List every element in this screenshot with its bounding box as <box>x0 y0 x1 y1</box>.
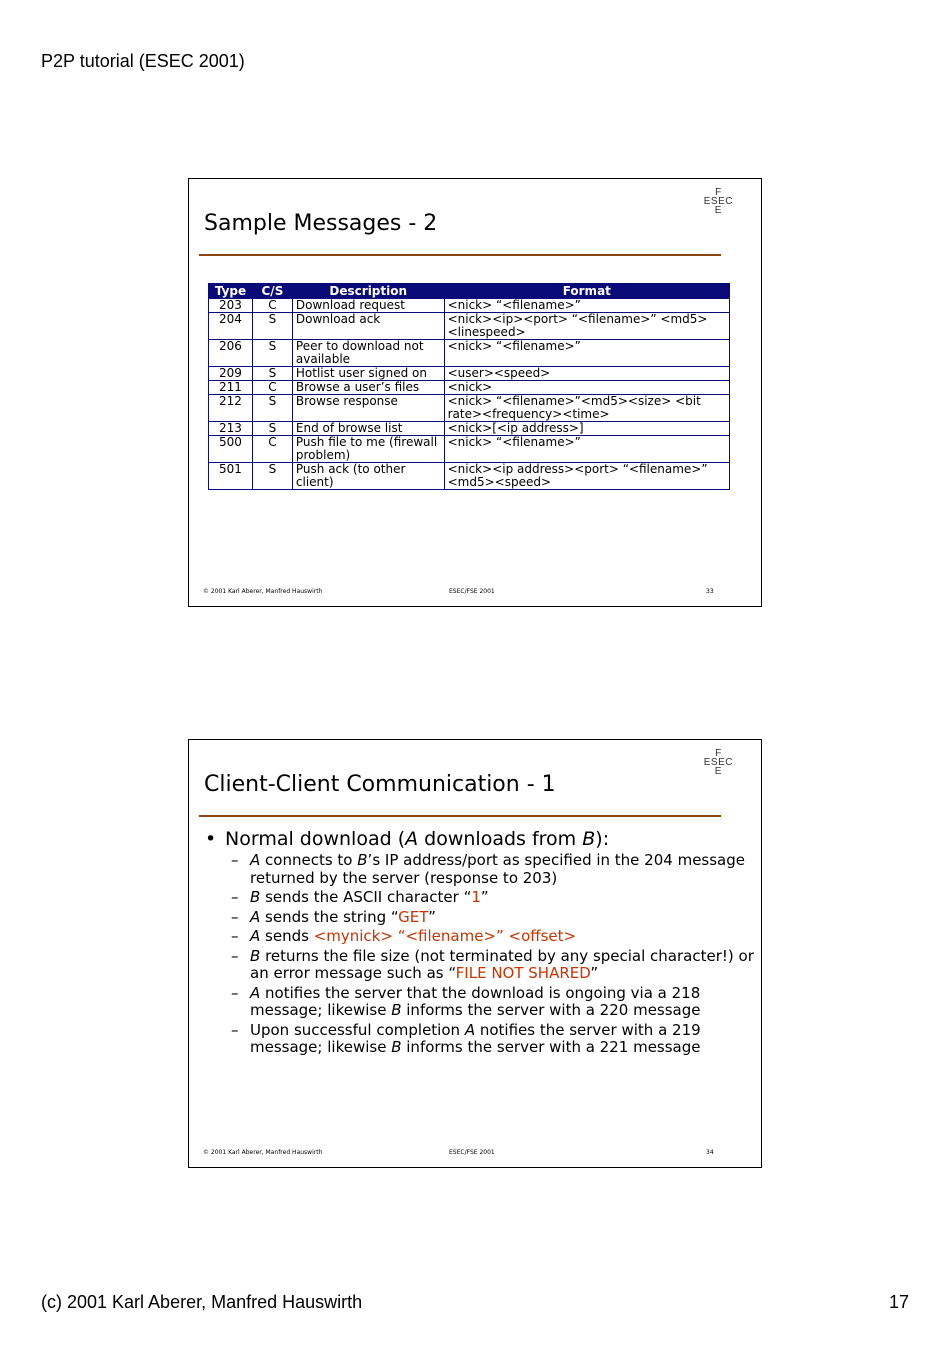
header-description: Description <box>292 284 444 299</box>
bullet-list <box>205 828 755 1057</box>
logo-letter-top: F <box>715 187 722 198</box>
sub-item: – A sends <mynick> “<filename>” <offset> <box>231 927 577 945</box>
bullet-text: Normal download (A downloads from B): <box>225 828 610 850</box>
bullet-main <box>205 828 755 850</box>
cell-description: Download request <box>292 299 444 313</box>
sub-item: – A connects to B’s IP address/port as specified in the 204 message returned by the server (response to 203) <box>231 851 745 887</box>
cell-description: Push ack (to other client) <box>292 463 444 490</box>
cell-cs: S <box>252 340 292 367</box>
table-row <box>209 313 730 340</box>
slide-client-communication <box>188 739 762 1168</box>
esec-logo <box>704 749 733 776</box>
slide-sample-messages <box>188 178 762 607</box>
cell-type: 206 <box>209 340 253 367</box>
table-row <box>209 436 730 463</box>
slide-footer-copyright: © 2001 Karl Aberer, Manfred Hauswirth <box>203 1149 323 1156</box>
cell-description: Browse response <box>292 395 444 422</box>
cell-cs: C <box>252 299 292 313</box>
cell-cs: S <box>252 422 292 436</box>
header-format: Format <box>444 284 729 299</box>
table-header-row <box>209 284 730 299</box>
cell-cs: C <box>252 436 292 463</box>
cell-format: <nick> “<filename>” <box>444 299 729 313</box>
table-row <box>209 381 730 395</box>
cell-type: 209 <box>209 367 253 381</box>
cell-format: <nick> <box>444 381 729 395</box>
table-row <box>209 422 730 436</box>
cell-format: <nick> “<filename>” <box>444 436 729 463</box>
cell-description: Peer to download not available <box>292 340 444 367</box>
cell-type: 213 <box>209 422 253 436</box>
cell-format: <nick><ip address><port> “<filename>” <md5><speed> <box>444 463 729 490</box>
slide-number: 33 <box>706 588 714 595</box>
cell-cs: S <box>252 313 292 340</box>
slide-title: Sample Messages - 2 <box>204 211 438 236</box>
cell-cs: S <box>252 463 292 490</box>
cell-cs: S <box>252 395 292 422</box>
cell-type: 203 <box>209 299 253 313</box>
table-row <box>209 395 730 422</box>
slide-number: 34 <box>706 1149 714 1156</box>
page-number: 17 <box>888 1292 909 1312</box>
cell-type: 204 <box>209 313 253 340</box>
bullet-dot: • <box>205 828 217 850</box>
cell-description: Push file to me (firewall problem) <box>292 436 444 463</box>
slide-footer-conference: ESEC/FSE 2001 <box>449 588 495 595</box>
esec-logo <box>704 188 733 215</box>
sub-item: – B sends the ASCII character “1” <box>231 888 489 906</box>
sub-item: – A notifies the server that the download is ongoing via a 218 message; likewise B informs the server with a 220 message <box>231 983 701 1019</box>
sub-item: – A sends the string “GET” <box>231 907 436 926</box>
cell-format: <user><speed> <box>444 367 729 381</box>
cell-type: 501 <box>209 463 253 490</box>
cell-description: End of browse list <box>292 422 444 436</box>
cell-format: <nick> “<filename>”<md5><size> <bit rate><frequency><time> <box>444 395 729 422</box>
cell-format: <nick><ip><port> “<filename>” <md5> <linespeed> <box>444 313 729 340</box>
logo-letter-mid: ESEC <box>703 196 733 207</box>
header-cs: C/S <box>252 284 292 299</box>
cell-cs: S <box>252 367 292 381</box>
logo-letter-bottom: E <box>714 205 722 216</box>
sub-item: – B returns the file size (not terminated by any special character!) or an error message such as “FILE NOT SHARED” <box>231 946 754 982</box>
cell-format: <nick>[<ip address>] <box>444 422 729 436</box>
table-row <box>209 463 730 490</box>
table-row <box>209 299 730 313</box>
page-header: P2P tutorial (ESEC 2001) <box>41 51 245 71</box>
cell-description: Browse a user’s files <box>292 381 444 395</box>
cell-description: Hotlist user signed on <box>292 367 444 381</box>
logo-letter-mid: ESEC <box>703 757 733 768</box>
slide-footer-copyright: © 2001 Karl Aberer, Manfred Hauswirth <box>203 588 323 595</box>
slide-footer-conference: ESEC/FSE 2001 <box>449 1149 495 1156</box>
header-type: Type <box>209 284 253 299</box>
cell-type: 500 <box>209 436 253 463</box>
cell-description: Download ack <box>292 313 444 340</box>
cell-format: <nick> “<filename>” <box>444 340 729 367</box>
slide-title: Client-Client Communication - 1 <box>204 772 556 797</box>
table-row <box>209 367 730 381</box>
cell-cs: C <box>252 381 292 395</box>
table-row <box>209 340 730 367</box>
logo-letter-top: F <box>715 748 722 759</box>
title-rule <box>199 254 721 256</box>
cell-type: 212 <box>209 395 253 422</box>
logo-letter-bottom: E <box>714 766 722 777</box>
sub-item: – Upon successful completion A notifies the server with a 219 message; likewise B informs the server with a 221 message <box>231 1020 701 1056</box>
page-footer-copyright: (c) 2001 Karl Aberer, Manfred Hauswirth <box>41 1292 363 1312</box>
title-rule <box>199 815 721 817</box>
cell-type: 211 <box>209 381 253 395</box>
messages-table <box>208 283 730 490</box>
